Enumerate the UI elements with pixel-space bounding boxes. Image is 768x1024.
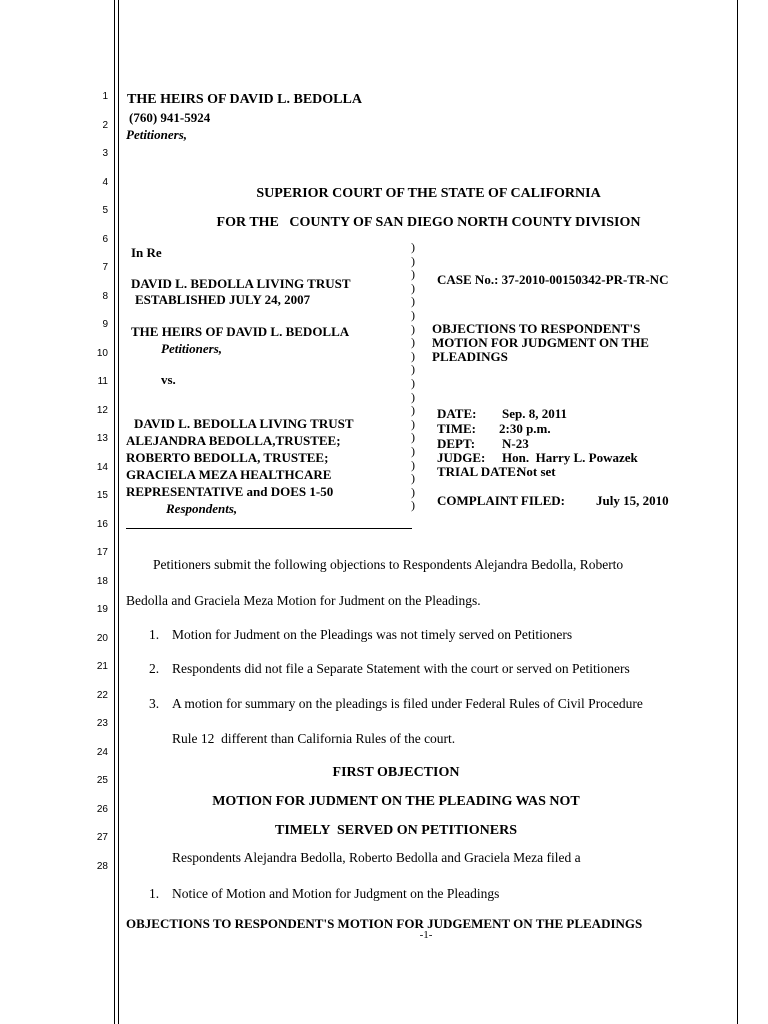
line-number: 18 — [96, 576, 108, 587]
hearing-time-label: TIME: — [437, 421, 476, 436]
document-title-line-3: PLEADINGS — [432, 349, 508, 364]
line-number: 27 — [96, 832, 108, 843]
caption-respondents-role: Respondents, — [166, 501, 238, 516]
header-party: THE HEIRS OF DAVID L. BEDOLLA — [127, 92, 362, 107]
line-number: 14 — [96, 462, 108, 473]
intro-line-2: Bedolla and Graciela Meza Motion for Judment on the Pleadings. — [126, 593, 481, 608]
right-margin-rule — [737, 0, 738, 1024]
line-number: 7 — [102, 262, 108, 273]
hearing-time-value: 2:30 p.m. — [499, 421, 551, 436]
list-item-notice: Notice of Motion and Motion for Judgment on the Pleadings — [172, 886, 500, 901]
paragraph-line: Respondents Alejandra Bedolla, Roberto Bedolla and Graciela Meza filed a — [172, 850, 581, 865]
complaint-filed-value: July 15, 2010 — [596, 493, 669, 508]
caption-trust-line-2: ESTABLISHED JULY 24, 2007 — [135, 292, 311, 307]
footer-title: OBJECTIONS TO RESPONDENT'S MOTION FOR JUDGEMENT ON THE PLEADINGS — [126, 916, 643, 931]
court-title-line-1: SUPERIOR COURT OF THE STATE OF CALIFORNIA — [256, 186, 601, 201]
complaint-filed-label: COMPLAINT FILED: — [437, 493, 565, 508]
line-number: 25 — [96, 775, 108, 786]
caption-respondent-line-5: REPRESENTATIVE and DOES 1-50 — [126, 484, 334, 499]
line-number: 3 — [102, 148, 108, 159]
list-item-3-line-2: Rule 12 different than California Rules of the court. — [172, 731, 456, 746]
line-number: 21 — [96, 661, 108, 672]
line-number: 11 — [97, 376, 108, 387]
caption-respondent-line-1: DAVID L. BEDOLLA LIVING TRUST — [134, 416, 354, 431]
line-number: 20 — [96, 633, 108, 644]
caption-in-re: In Re — [131, 245, 162, 260]
list-item-2: Respondents did not file a Separate Statement with the court or served on Petitioners — [172, 661, 630, 676]
caption-underline — [126, 528, 412, 529]
line-number: 15 — [96, 490, 108, 501]
caption-trust-line-1: DAVID L. BEDOLLA LIVING TRUST — [131, 276, 351, 291]
caption-respondent-line-2: ALEJANDRA BEDOLLA,TRUSTEE; — [126, 433, 341, 448]
header-phone: (760) 941-5924 — [129, 110, 211, 125]
list-item-3-line-1: A motion for summary on the pleadings is filed under Federal Rules of Civil Procedure — [172, 696, 643, 711]
footer-page-number: -1- — [419, 929, 433, 941]
line-number: 1 — [102, 91, 108, 102]
line-number: 28 — [96, 861, 108, 872]
section-heading-2: MOTION FOR JUDMENT ON THE PLEADING WAS NOT — [212, 794, 580, 809]
line-number: 4 — [102, 177, 108, 188]
line-number: 2 — [102, 120, 108, 131]
line-number: 17 — [96, 547, 108, 558]
line-number: 26 — [96, 804, 108, 815]
section-heading-3: TIMELY SERVED ON PETITIONERS — [275, 823, 517, 838]
line-number: 24 — [96, 747, 108, 758]
case-number: CASE No.: 37-2010-00150342-PR-TR-NC — [437, 272, 669, 287]
caption-parentheses: ) ) ) ) ) ) ) ) ) ) ) ) ) ) ) ) ) ) ) ) — [411, 240, 415, 513]
judge-value: Hon. Harry L. Powazek — [502, 450, 638, 465]
line-number: 6 — [102, 234, 108, 245]
header-role: Petitioners, — [126, 127, 188, 142]
list-item-number: 2. — [149, 661, 160, 676]
document-title-line-2: MOTION FOR JUDGMENT ON THE — [432, 335, 649, 350]
hearing-date-value: Sep. 8, 2011 — [502, 406, 568, 421]
caption-vs: vs. — [161, 372, 176, 387]
line-number: 16 — [96, 519, 108, 530]
line-number: 12 — [96, 405, 108, 416]
trial-date-label: TRIAL DATE: — [437, 464, 521, 479]
line-number: 19 — [96, 604, 108, 615]
hearing-date-label: DATE: — [437, 406, 477, 421]
left-margin-rule-inner — [118, 0, 119, 1024]
list-item-1: Motion for Judment on the Pleadings was not timely served on Petitioners — [172, 627, 573, 642]
court-title-line-2: FOR THE COUNTY OF SAN DIEGO NORTH COUNTY DIVISION — [216, 215, 641, 230]
section-heading-1: FIRST OBJECTION — [332, 765, 460, 780]
line-number: 8 — [102, 291, 108, 302]
line-number: 13 — [96, 433, 108, 444]
list-item-number: 1. — [149, 627, 160, 642]
document-title-line-1: OBJECTIONS TO RESPONDENT'S — [432, 321, 641, 336]
caption-respondent-line-3: ROBERTO BEDOLLA, TRUSTEE; — [126, 450, 329, 465]
caption-petitioners-role: Petitioners, — [161, 341, 223, 356]
trial-date-value: Not set — [517, 464, 556, 479]
line-number: 10 — [96, 348, 108, 359]
list-item-number: 1. — [149, 886, 160, 901]
line-number: 5 — [102, 205, 108, 216]
caption-petitioners: THE HEIRS OF DAVID L. BEDOLLA — [131, 324, 350, 339]
caption-respondent-line-4: GRACIELA MEZA HEALTHCARE — [126, 467, 332, 482]
hearing-dept-value: N-23 — [502, 436, 529, 451]
judge-label: JUDGE: — [437, 450, 486, 465]
intro-line-1: Petitioners submit the following objections to Respondents Alejandra Bedolla, Roberto — [153, 557, 624, 572]
line-number: 23 — [96, 718, 108, 729]
line-number: 9 — [102, 319, 108, 330]
left-margin-rule-outer — [114, 0, 115, 1024]
line-number: 22 — [96, 690, 108, 701]
list-item-number: 3. — [149, 696, 160, 711]
hearing-dept-label: DEPT: — [437, 436, 476, 451]
